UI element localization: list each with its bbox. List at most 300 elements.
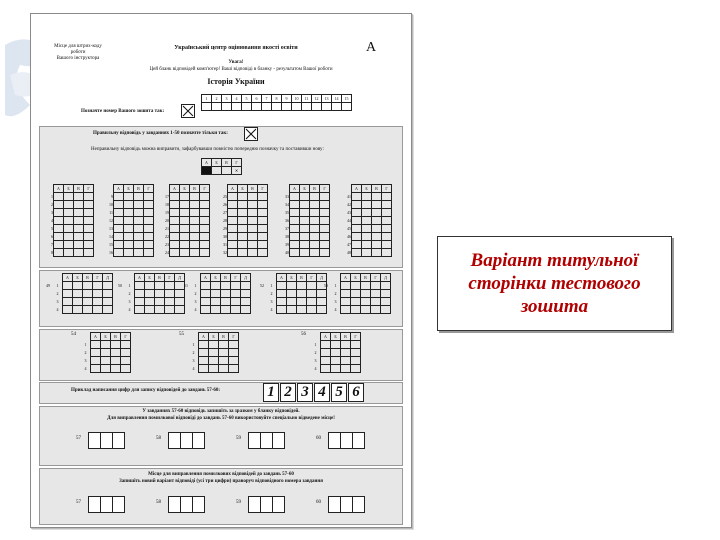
answer-cell[interactable]	[199, 349, 209, 357]
answer-cell[interactable]	[241, 306, 251, 314]
answer-cell[interactable]	[101, 349, 111, 357]
answer-cell[interactable]	[231, 290, 241, 298]
answer-cell[interactable]	[372, 209, 382, 217]
answer-cell[interactable]	[372, 225, 382, 233]
answer-cell[interactable]	[121, 365, 131, 373]
answer-cell[interactable]	[300, 233, 310, 241]
number-cell[interactable]: 12	[312, 95, 322, 103]
answer-cell[interactable]	[228, 201, 238, 209]
answer-cell[interactable]	[155, 282, 165, 290]
answer-cell[interactable]	[93, 306, 103, 314]
answer-cell[interactable]	[64, 249, 74, 257]
answer-cell[interactable]	[258, 225, 268, 233]
answer-cell[interactable]	[219, 357, 229, 365]
answer-cell[interactable]	[351, 357, 361, 365]
answer-cell[interactable]	[228, 225, 238, 233]
answer-cell[interactable]	[341, 298, 351, 306]
answer-cell[interactable]	[320, 225, 330, 233]
answer-cell[interactable]	[64, 233, 74, 241]
answer-cell[interactable]	[165, 306, 175, 314]
answer-cell[interactable]	[238, 233, 248, 241]
answer-cell[interactable]	[180, 233, 190, 241]
answer-cell[interactable]	[124, 217, 134, 225]
answer-cell[interactable]	[297, 306, 307, 314]
answer-cell[interactable]	[114, 249, 124, 257]
answer-cell[interactable]	[91, 365, 101, 373]
answer-cell[interactable]	[341, 290, 351, 298]
answer-cell[interactable]	[248, 233, 258, 241]
answer-cell[interactable]	[287, 290, 297, 298]
answer-cell[interactable]	[211, 282, 221, 290]
answer-cell[interactable]	[300, 193, 310, 201]
answer-cell[interactable]	[211, 290, 221, 298]
answer-cell[interactable]	[54, 217, 64, 225]
number-cell[interactable]: 14	[332, 95, 342, 103]
number-mark-cell[interactable]	[222, 103, 232, 111]
answer-cell[interactable]	[114, 201, 124, 209]
answer-cell[interactable]	[170, 217, 180, 225]
answer-cell[interactable]	[111, 365, 121, 373]
answer-cell[interactable]	[114, 209, 124, 217]
answer-cell[interactable]	[111, 341, 121, 349]
answer-cell[interactable]	[83, 298, 93, 306]
answer-cell[interactable]	[74, 241, 84, 249]
answer-cell[interactable]	[73, 306, 83, 314]
answer-cell[interactable]	[221, 306, 231, 314]
answer-cell[interactable]	[114, 225, 124, 233]
answer-cell[interactable]	[144, 209, 154, 217]
answer-cell[interactable]	[199, 357, 209, 365]
answer-cell[interactable]	[209, 349, 219, 357]
answer-cell[interactable]	[362, 249, 372, 257]
answer-cell[interactable]	[290, 233, 300, 241]
answer-cell[interactable]	[331, 349, 341, 357]
answer-cell[interactable]	[124, 201, 134, 209]
answer-cell[interactable]	[238, 193, 248, 201]
answer-cell[interactable]	[290, 217, 300, 225]
answer-cell[interactable]	[229, 365, 239, 373]
answer-cell[interactable]	[351, 282, 361, 290]
answer-cell[interactable]	[209, 341, 219, 349]
answer-cell[interactable]	[372, 241, 382, 249]
answer-cell[interactable]	[155, 306, 165, 314]
number-cell[interactable]: 9	[282, 95, 292, 103]
answer-cell[interactable]	[381, 298, 391, 306]
answer-cell[interactable]	[248, 201, 258, 209]
answer-cell[interactable]	[63, 290, 73, 298]
answer-cell[interactable]	[361, 298, 371, 306]
answer-cell[interactable]	[300, 209, 310, 217]
answer-cell[interactable]	[200, 249, 210, 257]
answer-cell[interactable]	[155, 290, 165, 298]
answer-cell[interactable]	[277, 306, 287, 314]
answer-cell[interactable]	[372, 233, 382, 241]
answer-cell[interactable]	[54, 241, 64, 249]
answer-cell[interactable]	[382, 233, 392, 241]
answer-cell[interactable]	[144, 249, 154, 257]
answer-cell[interactable]	[145, 306, 155, 314]
answer-cell[interactable]	[258, 209, 268, 217]
answer-cell[interactable]	[352, 249, 362, 257]
answer-cell[interactable]	[219, 341, 229, 349]
answer-cell[interactable]	[351, 298, 361, 306]
answer-cell[interactable]	[93, 298, 103, 306]
answer-cell[interactable]	[170, 225, 180, 233]
answer-cell[interactable]	[331, 341, 341, 349]
answer-cell[interactable]	[320, 241, 330, 249]
answer-cell[interactable]	[248, 209, 258, 217]
answer-cell[interactable]	[190, 233, 200, 241]
answer-cell[interactable]	[124, 249, 134, 257]
answer-cell[interactable]	[73, 298, 83, 306]
answer-cell[interactable]	[180, 225, 190, 233]
answer-cell[interactable]	[144, 225, 154, 233]
answer-cell[interactable]	[144, 217, 154, 225]
answer-cell[interactable]	[310, 201, 320, 209]
answer-cell[interactable]	[258, 217, 268, 225]
answer-cell[interactable]	[121, 341, 131, 349]
number-mark-cell[interactable]	[262, 103, 272, 111]
answer-cell[interactable]	[91, 341, 101, 349]
answer-cell[interactable]	[199, 341, 209, 349]
answer-cell[interactable]	[321, 365, 331, 373]
answer-cell[interactable]	[238, 249, 248, 257]
answer-cell[interactable]	[135, 298, 145, 306]
answer-cell[interactable]	[165, 290, 175, 298]
answer-cell[interactable]	[180, 217, 190, 225]
answer-cell[interactable]	[228, 249, 238, 257]
answer-cell[interactable]	[170, 201, 180, 209]
answer-cell[interactable]	[200, 241, 210, 249]
answer-cell[interactable]	[362, 241, 372, 249]
answer-cell[interactable]	[331, 365, 341, 373]
answer-cell[interactable]	[277, 298, 287, 306]
open-answer-box[interactable]	[192, 432, 205, 449]
number-mark-cell[interactable]	[232, 103, 242, 111]
answer-cell[interactable]	[290, 249, 300, 257]
answer-cell[interactable]	[180, 201, 190, 209]
answer-cell[interactable]	[258, 193, 268, 201]
answer-cell[interactable]	[84, 201, 94, 209]
answer-cell[interactable]	[381, 282, 391, 290]
answer-cell[interactable]	[320, 233, 330, 241]
answer-cell[interactable]	[135, 290, 145, 298]
answer-cell[interactable]	[300, 201, 310, 209]
answer-cell[interactable]	[180, 241, 190, 249]
answer-cell[interactable]	[219, 349, 229, 357]
answer-cell[interactable]	[361, 306, 371, 314]
answer-cell[interactable]	[290, 201, 300, 209]
answer-cell[interactable]	[352, 193, 362, 201]
answer-cell[interactable]	[63, 298, 73, 306]
answer-cell[interactable]	[362, 233, 372, 241]
answer-cell[interactable]	[134, 233, 144, 241]
answer-cell[interactable]	[372, 201, 382, 209]
answer-cell[interactable]	[170, 209, 180, 217]
answer-cell[interactable]	[201, 298, 211, 306]
answer-cell[interactable]	[64, 193, 74, 201]
number-cell[interactable]: 5	[242, 95, 252, 103]
answer-cell[interactable]	[382, 209, 392, 217]
answer-cell[interactable]	[84, 249, 94, 257]
answer-cell[interactable]	[190, 201, 200, 209]
answer-cell[interactable]	[238, 241, 248, 249]
answer-cell[interactable]	[190, 241, 200, 249]
answer-cell[interactable]	[248, 249, 258, 257]
number-mark-cell[interactable]	[322, 103, 332, 111]
answer-cell[interactable]	[241, 298, 251, 306]
answer-cell[interactable]	[114, 241, 124, 249]
answer-cell[interactable]	[321, 349, 331, 357]
answer-cell[interactable]	[229, 341, 239, 349]
number-cell[interactable]: 8	[272, 95, 282, 103]
number-mark-cell[interactable]	[302, 103, 312, 111]
answer-cell[interactable]	[258, 233, 268, 241]
answer-cell[interactable]	[341, 341, 351, 349]
number-mark-cell[interactable]	[282, 103, 292, 111]
answer-cell[interactable]	[201, 282, 211, 290]
answer-cell[interactable]	[84, 241, 94, 249]
answer-cell[interactable]	[180, 209, 190, 217]
answer-cell[interactable]	[84, 233, 94, 241]
answer-cell[interactable]	[170, 233, 180, 241]
answer-cell[interactable]	[103, 306, 113, 314]
number-mark-cell[interactable]	[252, 103, 262, 111]
answer-cell[interactable]	[200, 209, 210, 217]
answer-cell[interactable]	[290, 209, 300, 217]
answer-cell[interactable]	[341, 357, 351, 365]
answer-cell[interactable]	[101, 341, 111, 349]
open-answer-box[interactable]	[272, 432, 285, 449]
number-cell[interactable]: 13	[322, 95, 332, 103]
answer-cell[interactable]	[382, 217, 392, 225]
answer-cell[interactable]	[209, 357, 219, 365]
answer-cell[interactable]	[307, 290, 317, 298]
answer-cell[interactable]	[54, 209, 64, 217]
answer-cell[interactable]	[124, 225, 134, 233]
number-mark-cell[interactable]	[292, 103, 302, 111]
answer-cell[interactable]	[74, 217, 84, 225]
answer-cell[interactable]	[290, 193, 300, 201]
answer-cell[interactable]	[352, 225, 362, 233]
answer-cell[interactable]	[200, 233, 210, 241]
answer-cell[interactable]	[300, 225, 310, 233]
answer-cell[interactable]	[228, 233, 238, 241]
answer-cell[interactable]	[310, 225, 320, 233]
answer-cell[interactable]	[362, 193, 372, 201]
answer-cell[interactable]	[124, 209, 134, 217]
answer-cell[interactable]	[351, 341, 361, 349]
correction-answer-box[interactable]	[112, 496, 125, 513]
answer-cell[interactable]	[320, 193, 330, 201]
answer-cell[interactable]	[93, 282, 103, 290]
answer-cell[interactable]	[320, 249, 330, 257]
answer-cell[interactable]	[54, 193, 64, 201]
answer-cell[interactable]	[351, 349, 361, 357]
answer-cell[interactable]	[83, 290, 93, 298]
number-cell[interactable]: 15	[342, 95, 352, 103]
correction-answer-box[interactable]	[192, 496, 205, 513]
answer-cell[interactable]	[297, 290, 307, 298]
answer-cell[interactable]	[114, 193, 124, 201]
answer-cell[interactable]	[352, 241, 362, 249]
answer-cell[interactable]	[241, 282, 251, 290]
answer-cell[interactable]	[201, 306, 211, 314]
answer-cell[interactable]	[103, 282, 113, 290]
answer-cell[interactable]	[320, 201, 330, 209]
answer-cell[interactable]	[54, 225, 64, 233]
answer-cell[interactable]	[382, 249, 392, 257]
answer-cell[interactable]	[352, 209, 362, 217]
answer-cell[interactable]	[84, 225, 94, 233]
answer-cell[interactable]	[74, 201, 84, 209]
answer-cell[interactable]	[310, 209, 320, 217]
answer-cell[interactable]	[248, 217, 258, 225]
answer-cell[interactable]	[371, 290, 381, 298]
answer-cell[interactable]	[219, 365, 229, 373]
answer-cell[interactable]	[320, 217, 330, 225]
answer-cell[interactable]	[101, 357, 111, 365]
answer-cell[interactable]	[111, 349, 121, 357]
answer-cell[interactable]	[144, 233, 154, 241]
answer-cell[interactable]	[361, 290, 371, 298]
answer-cell[interactable]	[352, 217, 362, 225]
answer-cell[interactable]	[63, 282, 73, 290]
answer-cell[interactable]	[248, 225, 258, 233]
answer-cell[interactable]	[320, 209, 330, 217]
answer-cell[interactable]	[73, 282, 83, 290]
answer-cell[interactable]	[165, 298, 175, 306]
answer-cell[interactable]	[135, 282, 145, 290]
answer-cell[interactable]	[101, 365, 111, 373]
answer-cell[interactable]	[307, 298, 317, 306]
answer-cell[interactable]	[310, 233, 320, 241]
number-mark-cell[interactable]	[342, 103, 352, 111]
answer-cell[interactable]	[63, 306, 73, 314]
answer-cell[interactable]	[277, 282, 287, 290]
answer-cell[interactable]	[74, 249, 84, 257]
number-mark-cell[interactable]	[312, 103, 322, 111]
answer-cell[interactable]	[211, 298, 221, 306]
answer-cell[interactable]	[190, 225, 200, 233]
answer-cell[interactable]	[382, 193, 392, 201]
answer-cell[interactable]	[228, 209, 238, 217]
answer-cell[interactable]	[84, 209, 94, 217]
answer-cell[interactable]	[371, 282, 381, 290]
answer-cell[interactable]	[170, 193, 180, 201]
answer-cell[interactable]	[190, 209, 200, 217]
answer-cell[interactable]	[287, 298, 297, 306]
answer-cell[interactable]	[134, 209, 144, 217]
answer-cell[interactable]	[73, 290, 83, 298]
open-answer-box[interactable]	[352, 432, 365, 449]
answer-cell[interactable]	[258, 201, 268, 209]
answer-cell[interactable]	[258, 241, 268, 249]
number-mark-cell[interactable]	[202, 103, 212, 111]
answer-cell[interactable]	[200, 201, 210, 209]
answer-cell[interactable]	[144, 193, 154, 201]
answer-cell[interactable]	[310, 193, 320, 201]
answer-cell[interactable]	[144, 241, 154, 249]
answer-cell[interactable]	[114, 217, 124, 225]
answer-cell[interactable]	[211, 306, 221, 314]
answer-cell[interactable]	[180, 249, 190, 257]
answer-cell[interactable]	[341, 306, 351, 314]
answer-cell[interactable]	[54, 233, 64, 241]
answer-cell[interactable]	[135, 306, 145, 314]
answer-cell[interactable]	[362, 225, 372, 233]
answer-cell[interactable]	[300, 249, 310, 257]
answer-cell[interactable]	[134, 225, 144, 233]
answer-cell[interactable]	[321, 341, 331, 349]
answer-cell[interactable]	[352, 233, 362, 241]
answer-cell[interactable]	[310, 217, 320, 225]
answer-cell[interactable]	[170, 241, 180, 249]
number-cell[interactable]: 10	[292, 95, 302, 103]
answer-cell[interactable]	[155, 298, 165, 306]
answer-cell[interactable]	[134, 201, 144, 209]
answer-cell[interactable]	[241, 290, 251, 298]
answer-cell[interactable]	[372, 217, 382, 225]
answer-cell[interactable]	[64, 209, 74, 217]
answer-cell[interactable]	[382, 201, 392, 209]
answer-cell[interactable]	[372, 249, 382, 257]
answer-cell[interactable]	[121, 349, 131, 357]
number-cell[interactable]: 1	[202, 95, 212, 103]
correction-answer-box[interactable]	[352, 496, 365, 513]
answer-cell[interactable]	[228, 193, 238, 201]
number-mark-cell[interactable]	[242, 103, 252, 111]
answer-cell[interactable]	[382, 241, 392, 249]
answer-cell[interactable]	[341, 282, 351, 290]
answer-cell[interactable]	[307, 306, 317, 314]
answer-cell[interactable]	[248, 193, 258, 201]
number-cell[interactable]: 6	[252, 95, 262, 103]
answer-cell[interactable]	[341, 365, 351, 373]
answer-cell[interactable]	[103, 290, 113, 298]
answer-cell[interactable]	[209, 365, 219, 373]
answer-cell[interactable]	[231, 306, 241, 314]
answer-cell[interactable]	[310, 241, 320, 249]
answer-cell[interactable]	[111, 357, 121, 365]
answer-cell[interactable]	[221, 290, 231, 298]
number-mark-cell[interactable]	[272, 103, 282, 111]
answer-cell[interactable]	[321, 357, 331, 365]
answer-cell[interactable]	[371, 306, 381, 314]
number-mark-cell[interactable]	[332, 103, 342, 111]
answer-cell[interactable]	[238, 225, 248, 233]
answer-cell[interactable]	[290, 225, 300, 233]
answer-cell[interactable]	[231, 298, 241, 306]
answer-cell[interactable]	[287, 282, 297, 290]
answer-cell[interactable]	[124, 233, 134, 241]
answer-cell[interactable]	[64, 217, 74, 225]
answer-cell[interactable]	[54, 201, 64, 209]
number-cell[interactable]: 2	[212, 95, 222, 103]
answer-cell[interactable]	[83, 282, 93, 290]
answer-cell[interactable]	[134, 241, 144, 249]
answer-cell[interactable]	[361, 282, 371, 290]
answer-cell[interactable]	[124, 193, 134, 201]
answer-cell[interactable]	[190, 193, 200, 201]
answer-cell[interactable]	[258, 249, 268, 257]
answer-cell[interactable]	[229, 357, 239, 365]
answer-cell[interactable]	[381, 306, 391, 314]
answer-cell[interactable]	[145, 298, 155, 306]
answer-cell[interactable]	[238, 209, 248, 217]
answer-cell[interactable]	[64, 225, 74, 233]
answer-cell[interactable]	[64, 201, 74, 209]
